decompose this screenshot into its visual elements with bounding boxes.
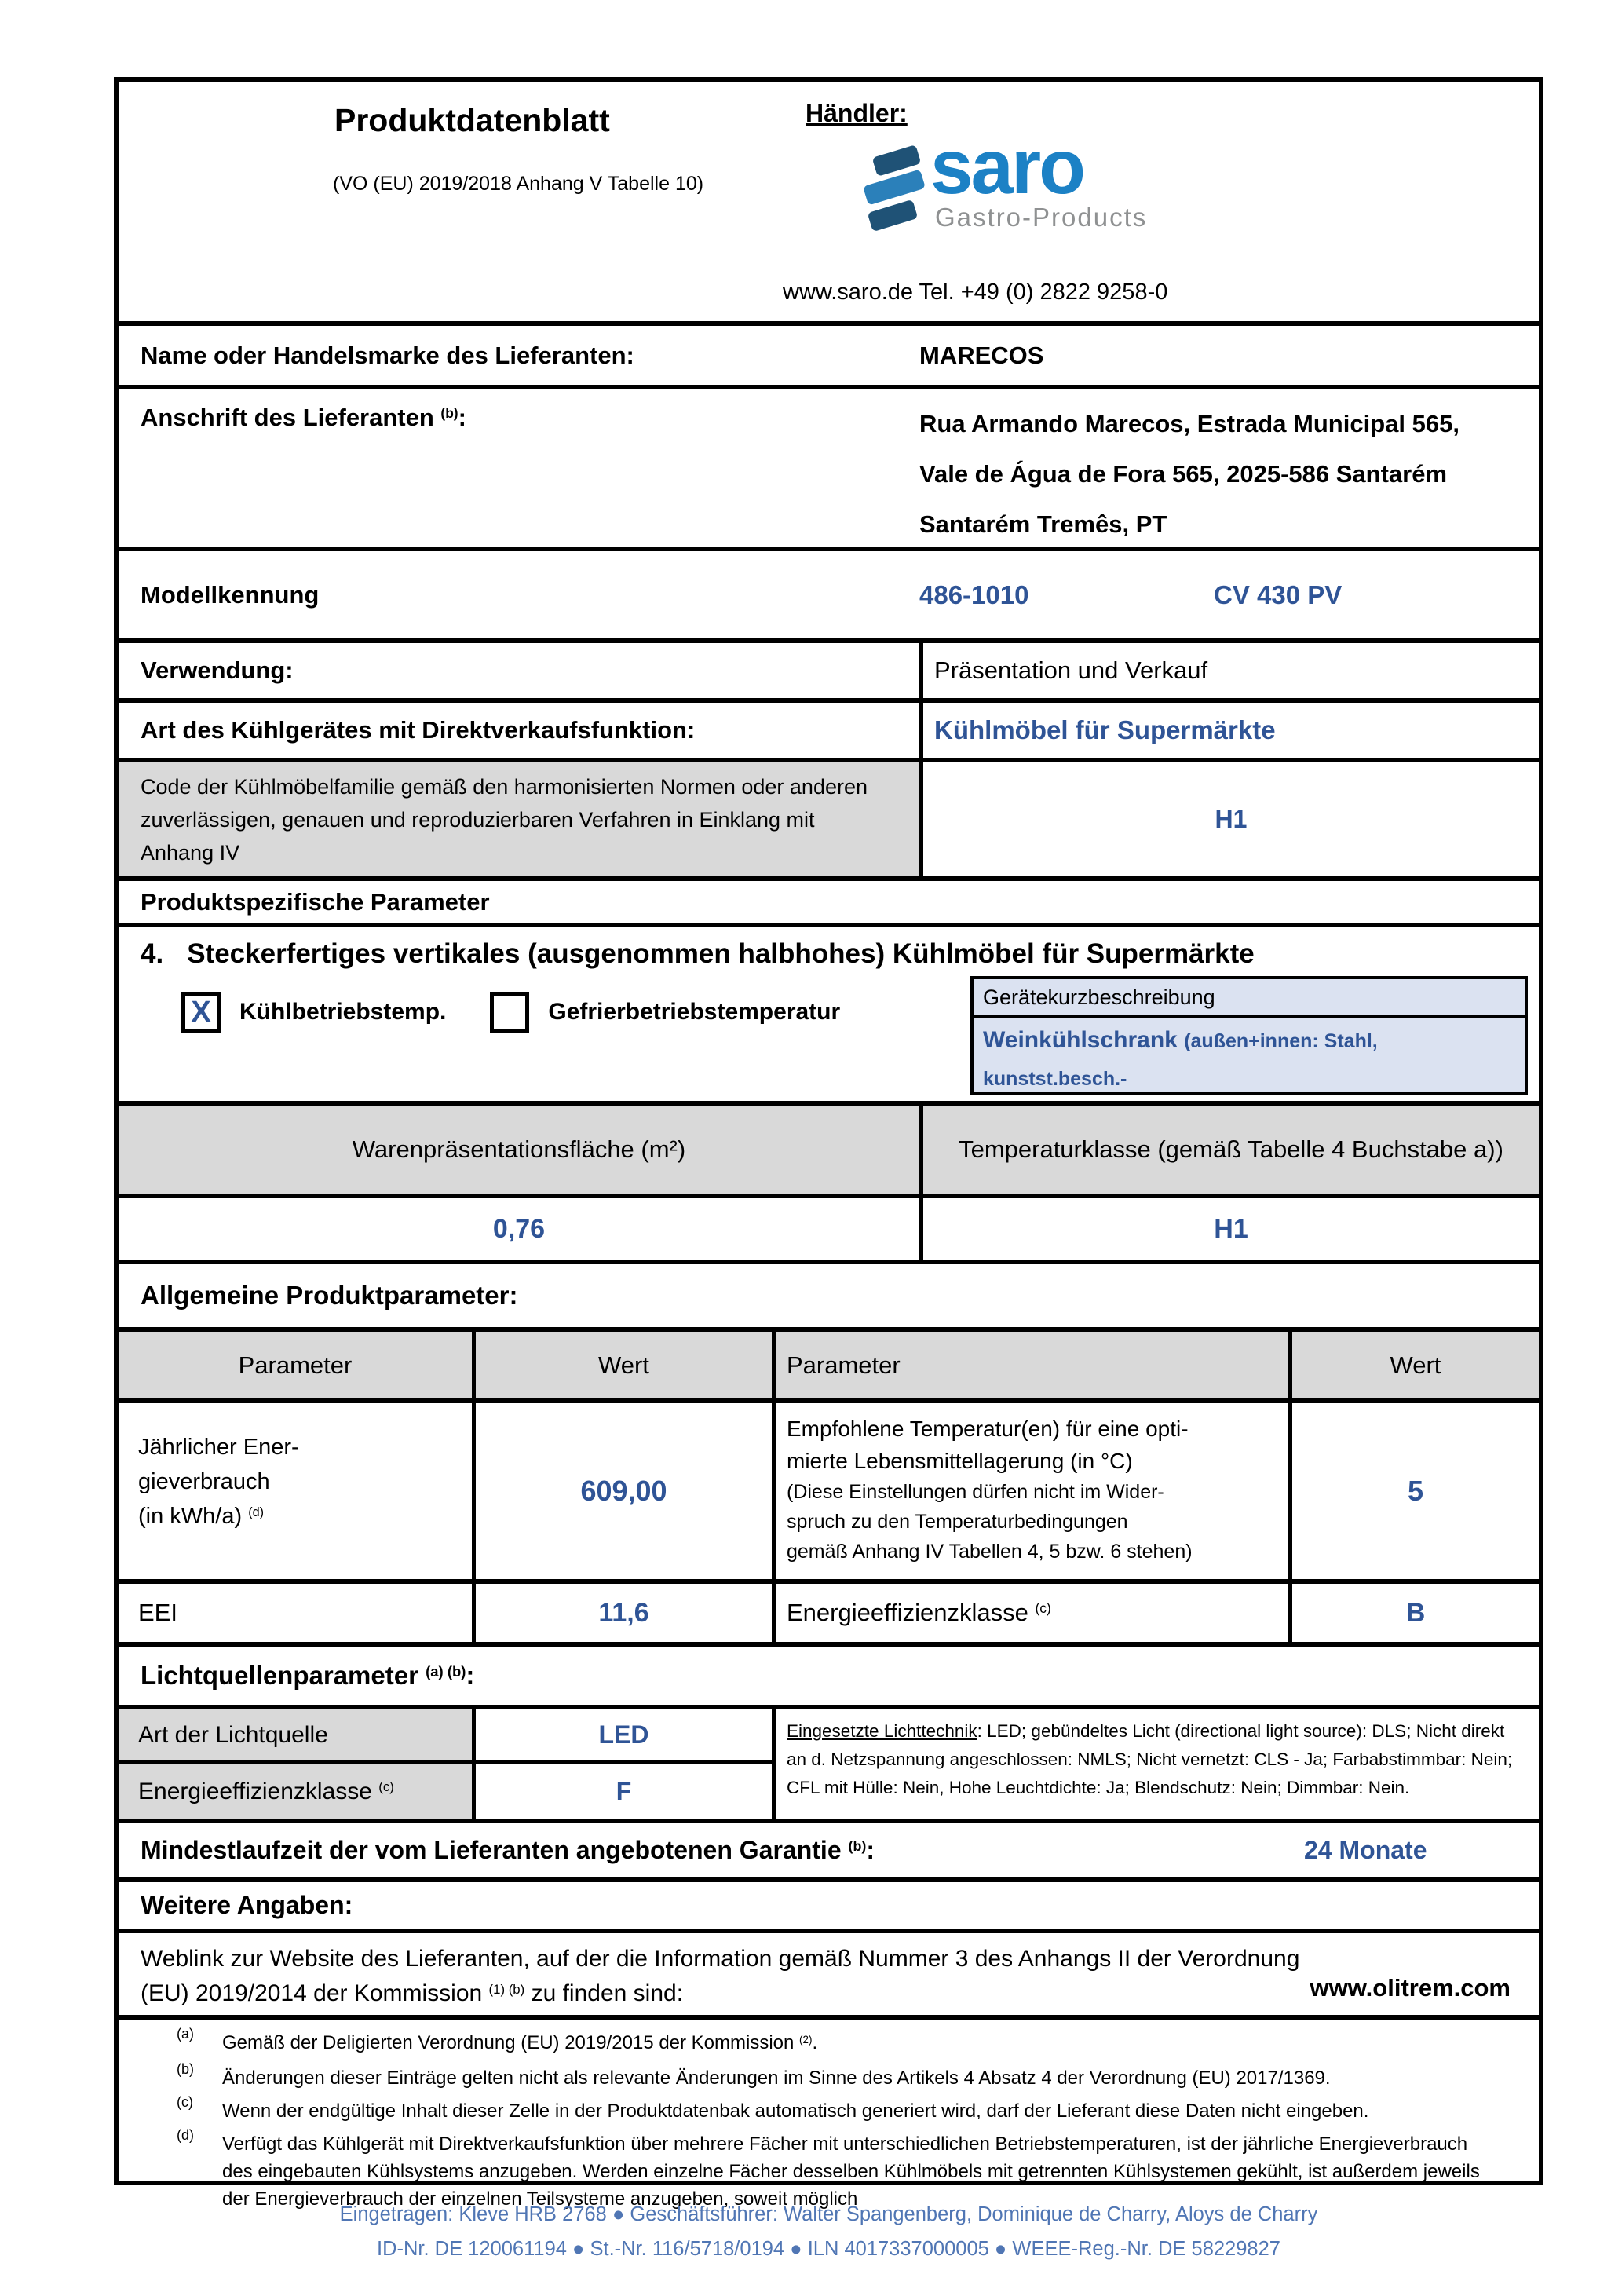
recommended-temp-value: 5 (1407, 1475, 1424, 1507)
eei-value: 11,6 (598, 1597, 649, 1628)
operating-temp-options (181, 992, 840, 1033)
footnote-c (119, 2094, 1539, 2125)
footnote-text: Verfügt das Kühlgerät mit Direktverkaufsfunktion über mehrere Fächer mit unterschiedlichen Betriebstemperaturen, ist der jährliche Energieverbrauch des eingebauten Kühlsystems anzugeben. Werden einzelne Fächer desselben Kühlmöbels mit getrennten Kühlsystemen gekühlt, ist außerdem jeweils der Energieverbrauch der einzelnen Teilsysteme anzugeben, soweit möglich (222, 2133, 1480, 2210)
footer-line-2: ID-Nr. DE 120061194 ● St.-Nr. 116/5718/0194 ● ILN 4017337000005 ● WEEE-Reg.-Nr. DE 58229827 (377, 2238, 1280, 2260)
short-description-box (970, 976, 1528, 1095)
freezing-temp-checkbox[interactable] (490, 992, 529, 1033)
family-code-row (119, 762, 1539, 881)
family-code-value: H1 (1215, 805, 1248, 833)
footnote-text: Gemäß der Deligierten Verordnung (EU) 2019/2015 der Kommission $^{(2)}$. (222, 2032, 818, 2053)
footnote-ref-c: (c) (1035, 1600, 1051, 1617)
footnote-text: Änderungen dieser Einträge gelten nicht als relevante Änderungen im Sinne des Artikels 4 Absatz 4 der Verordnung (EU) 2017/1369. (222, 2067, 1331, 2089)
address-line: Rua Armando Marecos, Estrada Municipal 565, (919, 410, 1459, 437)
logo-stripe-bottom (868, 199, 919, 232)
supplier-website-link[interactable]: www.olitrem.com (1310, 1974, 1511, 2002)
logo-brand-text: saro (930, 123, 1084, 210)
model-row (119, 551, 1539, 643)
category4-row (119, 927, 1539, 1106)
usage-row (119, 643, 1539, 703)
page-title: Produktdatenblatt (334, 102, 610, 138)
logo-stripe-middle (863, 169, 926, 205)
energy-consumption-row (119, 1403, 1539, 1584)
category4-number: 4. (141, 938, 164, 969)
model-label: Modellkennung (141, 580, 320, 609)
light-class-label: Energieeffizienzklasse $^{(c)}$ (138, 1778, 394, 1804)
more-info-row (119, 1882, 1539, 1933)
eei-row (119, 1584, 1539, 1647)
supplier-name-value: MARECOS (919, 341, 1044, 369)
header-row (119, 82, 1539, 326)
warranty-label: Mindestlaufzeit der vom Lieferanten angebotenen Garantie $^{(b)}$: (141, 1836, 875, 1864)
footnote-ref-2: (2) (799, 2033, 813, 2046)
product-specific-heading-row (119, 881, 1539, 927)
display-area-value: 0,76 (492, 1213, 546, 1244)
device-type-value: Kühlmöbel für Supermärkte (934, 715, 1276, 744)
dealer-contact-line: www.saro.de Tel. +49 (0) 2822 9258-0 (783, 280, 1168, 305)
weblink-text-line2: (EU) 2019/2014 der Kommission $^{(1) (b)}$ zu finden sind: (141, 1980, 684, 2006)
weblink-row (119, 1933, 1539, 2020)
page-subtitle: (VO (EU) 2019/2018 Anhang V Tabelle 10) (333, 173, 704, 195)
footnote-ref-d: (d) (248, 1505, 265, 1520)
temperature-class-header: Temperaturklasse (gemäß Tabelle 4 Buchstabe a)) (959, 1135, 1503, 1163)
supplier-name-label: Name oder Handelsmarke des Lieferanten: (141, 341, 634, 369)
col-header-wert-2: Wert (1390, 1351, 1441, 1379)
col-header-parameter-1: Parameter (238, 1351, 353, 1379)
area-tempclass-header-row (119, 1106, 1539, 1198)
cooling-temp-checkbox[interactable] (181, 992, 221, 1033)
general-heading-row (119, 1264, 1539, 1332)
general-table-header-row (119, 1332, 1539, 1403)
display-area-header: Warenpräsentationsfläche (m²) (352, 1135, 686, 1163)
footnotes-section (119, 2020, 1539, 2210)
more-info-heading: Weitere Angaben: (141, 1891, 353, 1919)
footnote-ref-1-b: (1) (b) (488, 1981, 525, 1997)
light-source-table (119, 1709, 1539, 1823)
usage-value: Präsentation und Verkauf (934, 656, 1208, 684)
footnote-b (119, 2061, 1539, 2092)
category4-title: 4. Steckerfertiges vertikales (ausgenommen halbhohes) Kühlmöbel für Supermärkte (141, 938, 1255, 969)
energy-consumption-label: Jährlicher Ener- gieverbrauch (in kWh/a) $^{(d)}$ (138, 1435, 299, 1529)
col-header-wert-1: Wert (598, 1351, 649, 1379)
footer-line-1: Eingetragen: Kleve HRB 2768 ● Geschäftsführer: Walter Spangenberg, Dominique de Charry, Aloys de Charry (339, 2203, 1318, 2225)
freezing-temp-label: Gefrierbetriebstemperatur (548, 999, 841, 1025)
supplier-address-label: Anschrift des Lieferanten $^{(b)}$: (141, 404, 466, 431)
temperature-class-value: H1 (1214, 1213, 1248, 1244)
model-code-value: 486-1010 (919, 579, 1029, 609)
energy-class-value: B (1405, 1597, 1426, 1628)
eei-label: EEI (138, 1599, 177, 1626)
supplier-address-value (919, 389, 1459, 550)
address-line: Vale de Água de Fora 565, 2025-586 Santarém (919, 460, 1448, 488)
supplier-name-row (119, 326, 1539, 389)
col-header-parameter-2: Parameter (787, 1351, 901, 1379)
light-source-heading: Lichtquellenparameter $^{(a) (b)}$: (141, 1661, 475, 1690)
weblink-text-line1: Weblink zur Website des Lieferanten, auf der die Information gemäß Nummer 3 des Anhangs II der Verordnung (141, 1946, 1300, 1972)
general-heading: Allgemeine Produktparameter: (141, 1281, 518, 1310)
energy-class-label: Energieeffizienzklasse $^{(c)}$ (787, 1599, 1051, 1626)
saro-logo (863, 123, 1148, 234)
company-footer (114, 2197, 1543, 2266)
recommended-temp-label: Empfohlene Temperatur(en) für eine opti- mierte Lebensmittellagerung (in °C) (Diese Einstellungen dürfen nicht im Wider- spruch zu den Temperaturbedingungen gemäß Anhang IV Tabellen 4, 5 bzw. 6 stehen) (787, 1417, 1193, 1563)
address-line: Santarém Tremês, PT (919, 510, 1167, 538)
device-type-label: Art des Kühlgerätes mit Direktverkaufsfunktion: (141, 716, 696, 744)
footnote-marker: (c) (177, 2094, 193, 2110)
warranty-row (119, 1823, 1539, 1882)
cooling-temp-label: Kühlbetriebstemp. (239, 999, 447, 1025)
family-code-label: Code der Kühlmöbelfamilie gemäß den harmonisierten Normen oder anderen zuverlässigen, genauen und reproduzierbaren Verfahren in Einklang mit Anhang IV (141, 774, 868, 865)
footnote-ref-a-b: (a) (b) (426, 1662, 466, 1680)
dealer-label: Händler: (806, 99, 908, 127)
warranty-value: 24 Monate (1304, 1836, 1427, 1864)
footnote-marker: (d) (177, 2127, 194, 2143)
light-class-value: F (616, 1777, 632, 1805)
footnote-text: Wenn der endgültige Inhalt dieser Zelle in der Produktdatenbak automatisch generiert wird, darf der Lieferant diese Daten nicht eingeben. (222, 2100, 1369, 2122)
short-description-header: Gerätekurzbeschreibung (974, 979, 1525, 1018)
footnote-ref-c: (c) (378, 1779, 394, 1795)
saro-logo-icon (863, 141, 930, 234)
light-source-heading-row (119, 1647, 1539, 1709)
light-technology-note: Eingesetzte Lichttechnik: LED; gebündeltes Licht (directional light source): DLS; Nicht direkt an d. Netzspannung angeschlossen: NMLS; Nicht vernetzt: CLS - Ja; Farbabstimmbar: Nein; CFL mit Hülle: Nein, Hohe Leuchtdichte: Ja; Blendschutz: Nein; Dimmbar: Nein. (772, 1709, 1539, 1819)
device-type-row (119, 703, 1539, 762)
energy-consumption-value: 609,00 (580, 1475, 667, 1507)
footnote-a (119, 2026, 1539, 2059)
checkbox-mark: X (191, 995, 211, 1029)
supplier-address-row (119, 389, 1539, 551)
light-type-label: Art der Lichtquelle (138, 1721, 328, 1748)
footnote-ref-b: (b) (440, 405, 458, 422)
footnote-marker: (b) (177, 2061, 194, 2077)
usage-label: Verwendung: (141, 656, 294, 684)
datasheet (114, 77, 1543, 2210)
footnote-ref-b: (b) (848, 1838, 867, 1855)
area-tempclass-value-row (119, 1198, 1539, 1264)
model-name-value: CV 430 PV (1214, 579, 1343, 609)
short-description-text: Weinkühlschrank (außen+innen: Stahl, kunstst.besch.- (983, 1027, 1378, 1090)
logo-tagline: Gastro-Products (935, 203, 1148, 232)
light-type-value: LED (598, 1720, 649, 1749)
footnote-marker: (a) (177, 2026, 194, 2042)
product-specific-heading: Produktspezifische Parameter (141, 887, 490, 916)
